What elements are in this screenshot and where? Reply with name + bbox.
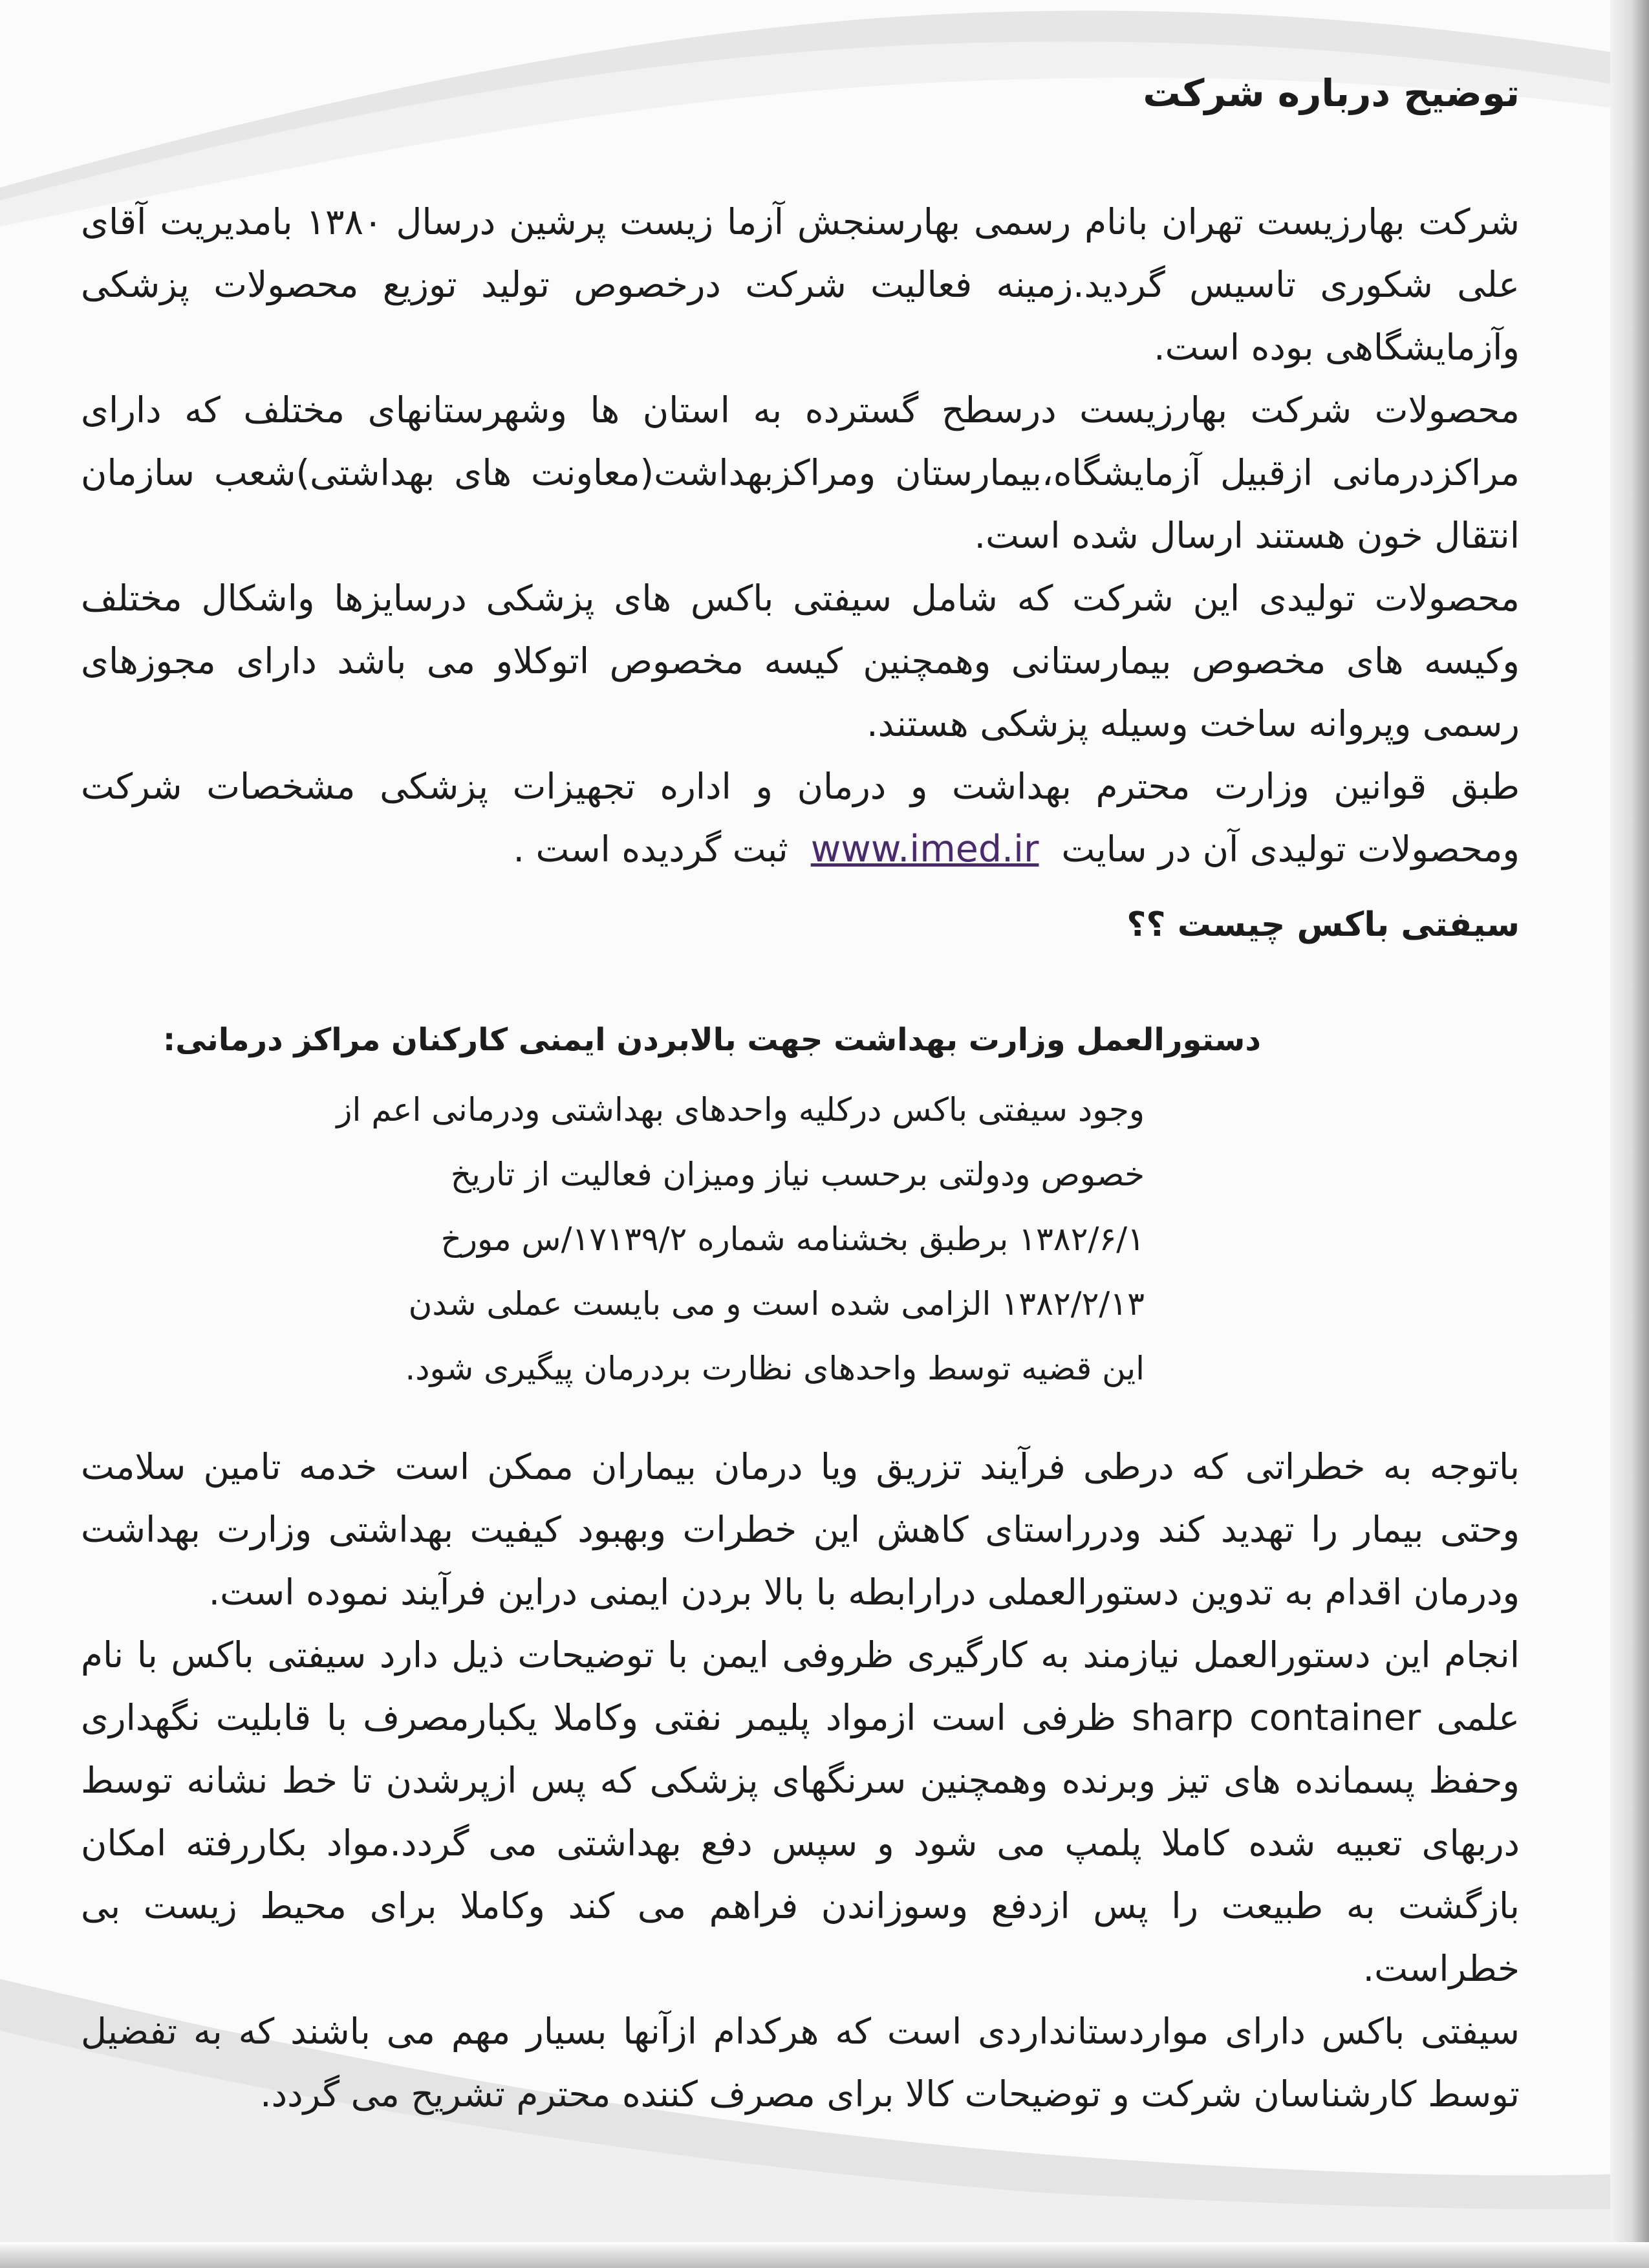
intro-paragraph-4 xyxy=(81,755,1520,881)
page-bottom-edge xyxy=(0,2242,1649,2268)
body-paragraph-1: باتوجه به خطراتی که درطی فرآیند تزریق ویا درمان بیماران ممکن است خدمه تامین سلامت وحتی بیمار را تهدید کند ودرراستای کاهش این خطرات وبهبود کیفیت بهداشتی وزارت بهداشت ودرمان اقدام به تدوین دستورالعملی درارابطه با بالا بردن ایمنی دراین فرآیند نموده است. xyxy=(81,1446,1520,1613)
directive-block xyxy=(163,1022,1261,1401)
intro-paragraph-3: محصولات تولیدی این شرکت که شامل سیفتی باکس های پزشکی درسایزها واشکال مختلف وکیسه های مخصوص بیمارستانی وهمچنین کیسه مخصوص اتوکلاو می باشد دارای مجوزهای رسمی وپروانه ساخت وسیله پزشکی هستند. xyxy=(81,578,1520,744)
intro-paragraph-2: محصولات شرکت بهارزیست درسطح گسترده به استان ها وشهرستانهای مختلف که دارای مراکزدرمانی ازقبیل آزمایشگاه،بیمارستان ومراکزبهداشت(معاونت های بهداشتی)شعب سازمان انتقال خون هستند ارسال شده است. xyxy=(81,389,1520,556)
scientific-name: sharp container xyxy=(1132,1697,1421,1739)
directive-lines xyxy=(336,1077,1261,1401)
body-paragraph-2-end: ظرفی است ازمواد پلیمر نفتی وکاملا یکبارمصرف با قابلیت نگهداری وحفظ پسمانده های تیز وبرنده وهمچنین سرنگهای پزشکی که پس ازپرشدن تا خط نشانه توسط دربهای تعبیه شده کاملا پلمپ می شود و سپس دفع بهداشتی می گردد.مواد بکاررفته امکان بازگشت به طبیعت را پس ازدفع وسوزاندن فراهم می کند وکاملا برای محیط زیست بی خطراست. xyxy=(81,1697,1520,1989)
intro-paragraph-4-text: طبق قوانین وزارت محترم بهداشت و درمان و اداره تجهیزات پزشکی مشخصات شرکت ومحصولات تولیدی آن در سایت xyxy=(81,766,1520,870)
intro-section xyxy=(81,191,1520,881)
body-paragraph-2-start: انجام این دستورالعمل نیازمند به کارگیری ظروفی ایمن با توضیحات ذیل دارد سیفتی باکس با نام علمی xyxy=(81,1634,1520,1738)
directive-line-1: وجود سیفتی باکس درکلیه واحدهای بهداشتی ودرمانی اعم از xyxy=(336,1091,1145,1129)
directive-line-3: ۱۳۸۲/۶/۱ برطبق بخشنامه شماره ۱۷۱۳۹/۲/س مورخ xyxy=(440,1220,1145,1258)
section-heading: سیفتی باکس چیست ؟؟ xyxy=(1126,905,1520,944)
body-paragraph-3: سیفتی باکس دارای مواردستانداردی است که هرکدام ازآنها بسیار مهم می باشند که به تفضیل توسط کارشناسان شرکت و توضیحات کالا برای مصرف کننده محترم تشریح می گردد. xyxy=(81,2011,1520,2115)
directive-title: دستورالعمل وزارت بهداشت جهت بالابردن ایمنی کارکنان مراکز درمانی: xyxy=(163,1022,1261,1058)
directive-line-4: ۱۳۸۲/۲/۱۳ الزامی شده است و می بایست عملی شدن xyxy=(408,1285,1145,1323)
body-section xyxy=(81,1436,1520,2126)
intro-paragraph-1: شرکت بهارزیست تهران بانام رسمی بهارسنجش آزما زیست پرشین درسال ۱۳۸۰ بامدیریت آقای علی شکوری تاسیس گردید.زمینه فعالیت شرکت درخصوص تولید توزیع محصولات پزشکی وآزمایشگاهی بوده است. xyxy=(81,201,1520,368)
website-link[interactable]: www.imed.ir xyxy=(810,828,1039,870)
page-title: توضیح درباره شرکت xyxy=(1143,71,1520,115)
directive-line-5: این قضیه توسط واحدهای نظارت بردرمان پیگیری شود. xyxy=(405,1350,1145,1387)
body-paragraph-2 xyxy=(81,1624,1520,2000)
intro-paragraph-4-ending: ثبت گردیده است . xyxy=(513,828,788,870)
directive-line-2: خصوص ودولتی برحسب نیاز ومیزان فعالیت از تاریخ xyxy=(450,1156,1145,1193)
page-binding-edge xyxy=(1610,0,1649,2268)
